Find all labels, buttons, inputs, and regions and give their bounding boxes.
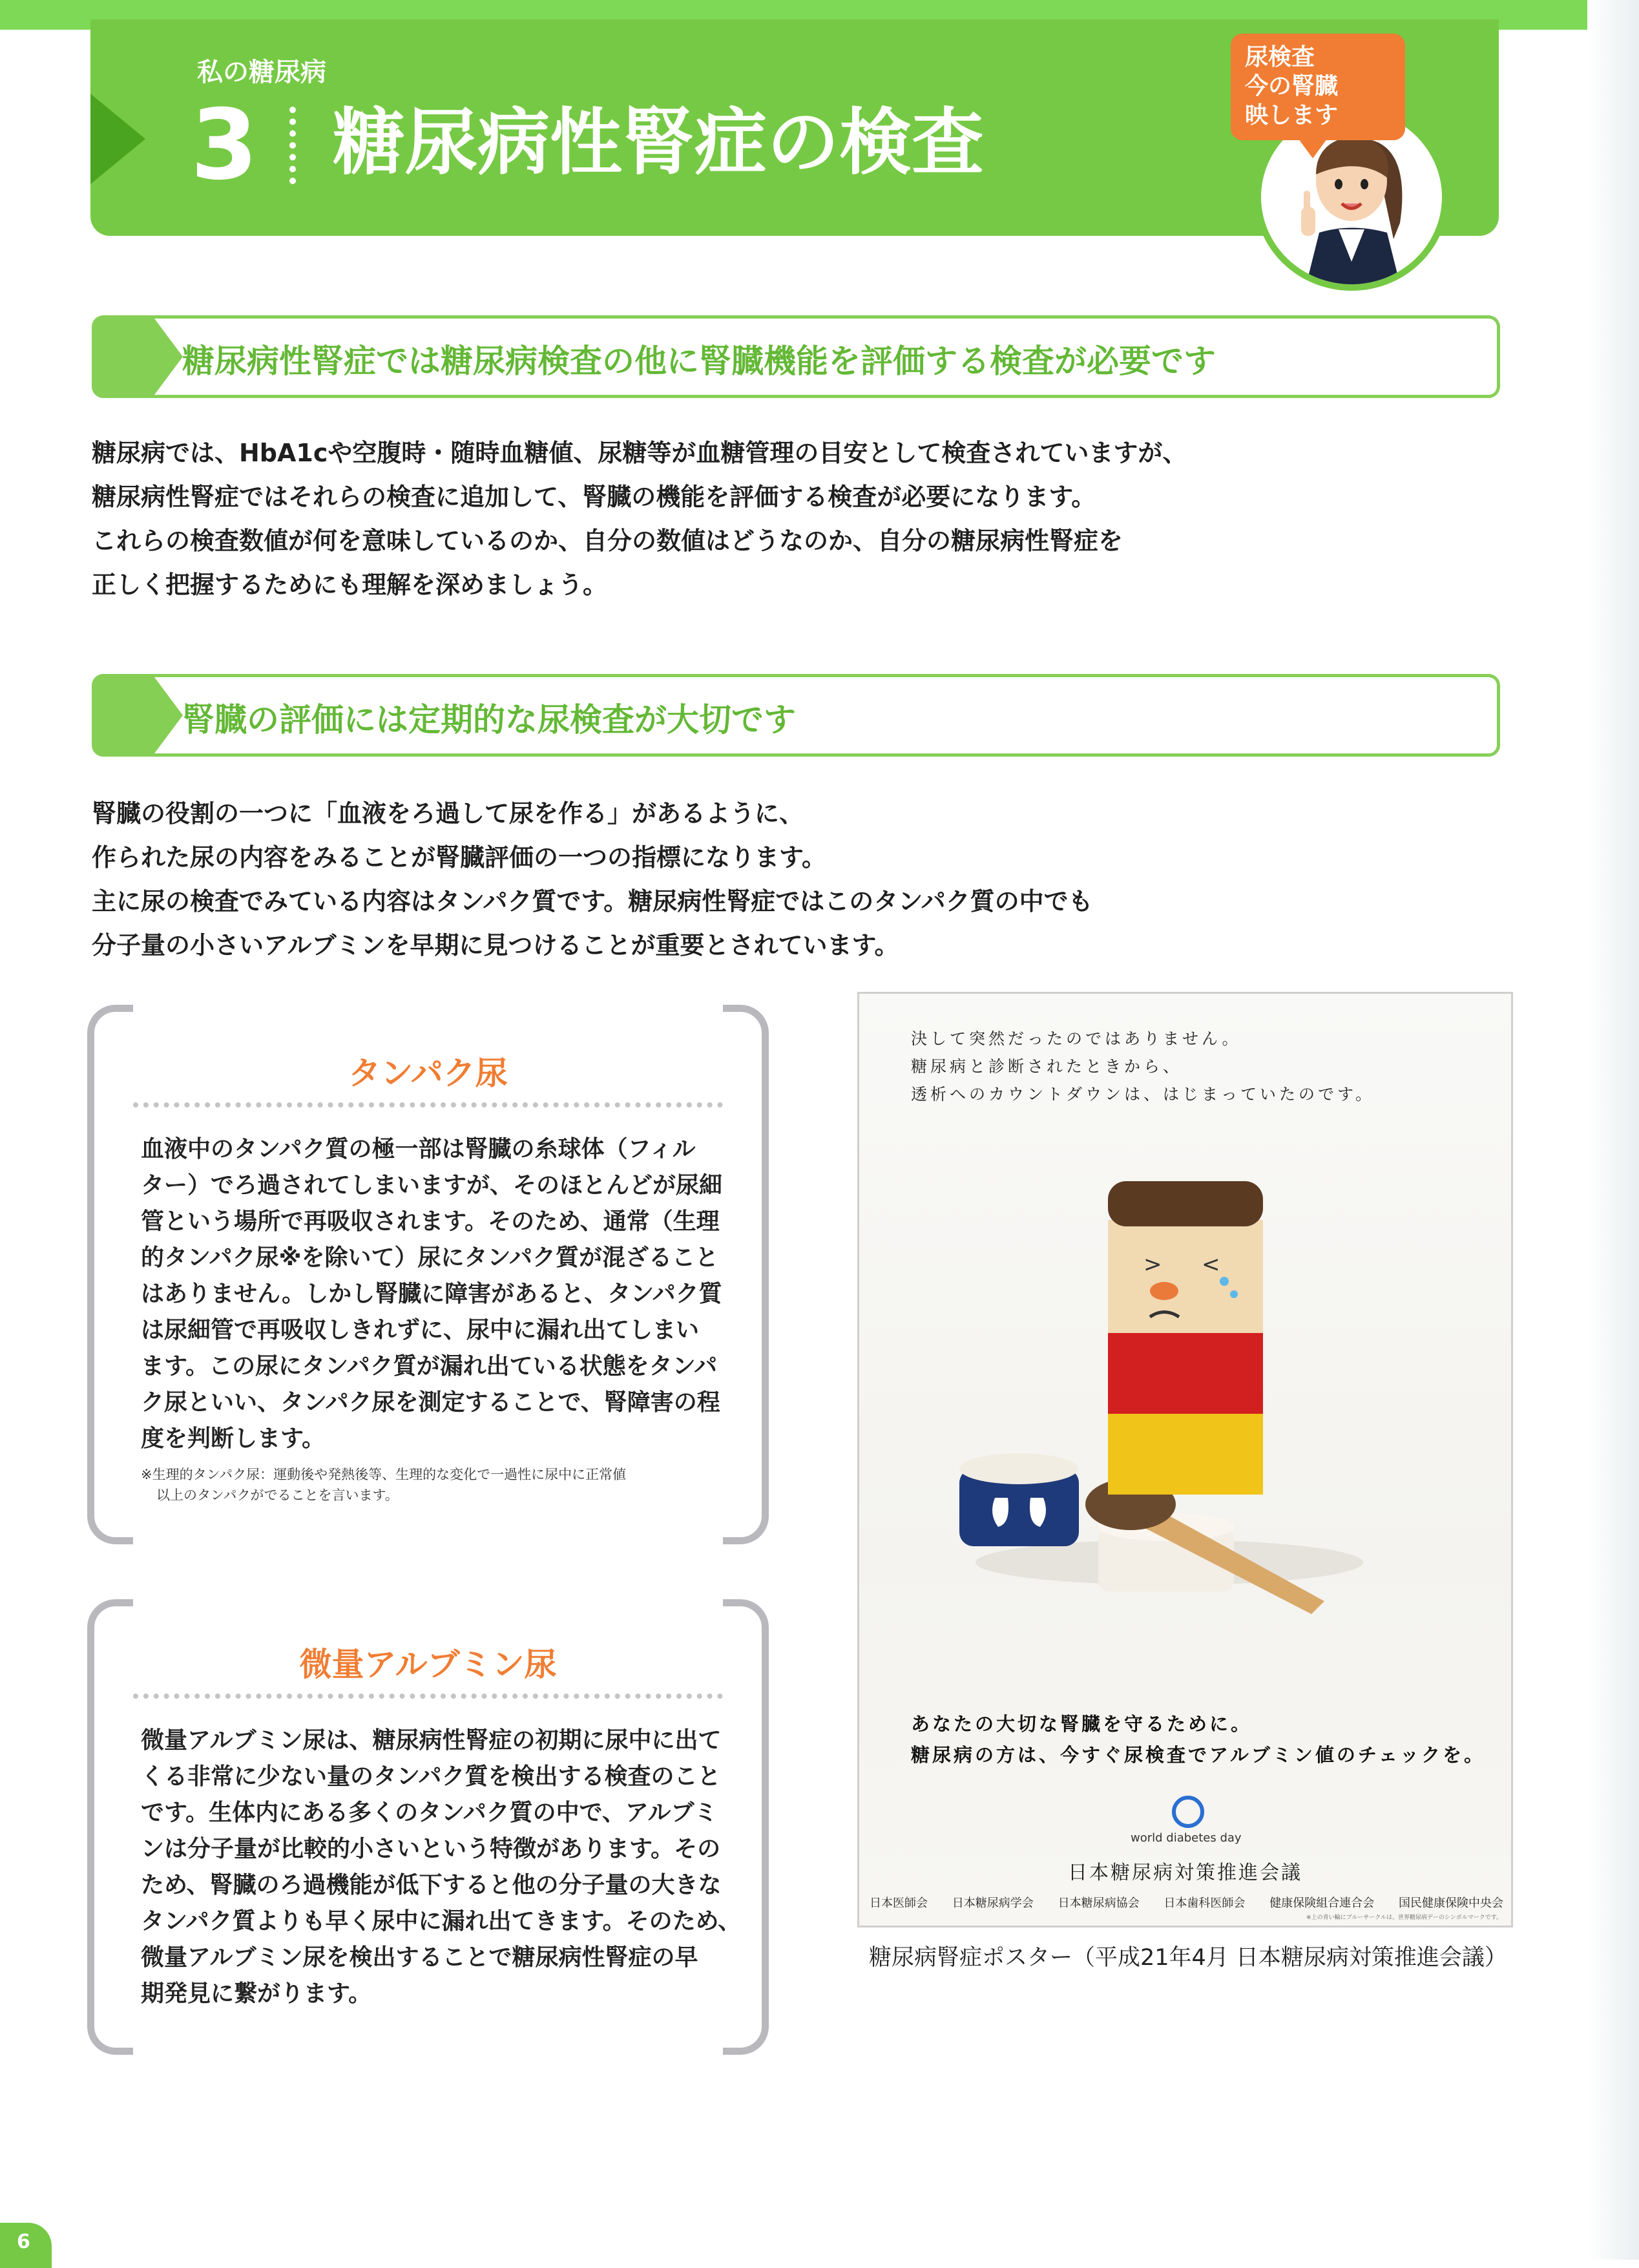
logo-text: world diabetes day xyxy=(1131,1831,1242,1845)
paragraph-line: 作られた尿の内容をみることが腎臓評価の一つの指標になります。 xyxy=(92,843,826,872)
chapter-number: 3 xyxy=(191,89,258,202)
organization: 日本医師会 xyxy=(870,1896,928,1910)
stacked-doll-illustration xyxy=(924,1168,1441,1621)
section-paragraph xyxy=(92,431,1448,607)
page-edge-shadow xyxy=(1587,0,1639,2260)
header-arrow-icon xyxy=(90,94,145,184)
body-line: タンパク質よりも早く尿中に漏れ出てきます。そのため、 xyxy=(141,1908,742,1935)
body-line: くる非常に少ない量のタンパク質を検出する検査のこと xyxy=(141,1763,721,1790)
box-title: 微量アルブミン尿 xyxy=(299,1646,557,1683)
svg-text:<: < xyxy=(1202,1252,1220,1277)
box-body xyxy=(141,1131,726,1457)
poster-tagline: 透析へのカウントダウンは、はじまっていたのです。 xyxy=(911,1085,1375,1104)
body-line: です。生体内にある多くのタンパク質の中で、アルブミ xyxy=(141,1800,718,1826)
organization: 日本歯科医師会 xyxy=(1164,1896,1246,1910)
paragraph-line: 腎臓の役割の一つに「血液をろ過して尿を作る」があるように、 xyxy=(92,799,804,828)
svg-text:>: > xyxy=(1143,1252,1162,1277)
poster-message: あなたの大切な腎臓を守るために。 xyxy=(911,1713,1253,1735)
box-body xyxy=(141,1723,742,2012)
council-name: 日本糖尿病対策推進会議 xyxy=(1068,1862,1302,1884)
paragraph-line: 糖尿病性腎症ではそれらの検査に追加して、腎臓の機能を評価する検査が必要になります。 xyxy=(92,483,1096,511)
section-heading-bar xyxy=(92,674,1500,757)
speech-bubble xyxy=(1231,34,1405,140)
paragraph-line: これらの検査数値が何を意味しているのか、自分の数値はどうなのか、自分の糖尿病性腎症を xyxy=(92,527,1123,555)
body-line: 度を判断します。 xyxy=(141,1425,326,1452)
poster-tagline: 決して突然だったのではありません。 xyxy=(911,1029,1242,1048)
organization: 国民健康保険中央会 xyxy=(1398,1896,1503,1910)
dotted-divider xyxy=(133,1102,723,1108)
section-tab xyxy=(95,319,154,395)
bubble-line: 尿検査 xyxy=(1245,44,1315,70)
organization: 日本糖尿病協会 xyxy=(1058,1896,1140,1910)
body-line: ため、腎臓のろ過機能が低下すると他の分子量の大きな xyxy=(141,1872,722,1898)
chevron-right-icon xyxy=(154,319,183,395)
body-line: はありません。しかし腎臓に障害があると、タンパク質 xyxy=(141,1281,722,1307)
body-line: 的タンパク尿※を除いて）尿にタンパク質が混ざること xyxy=(141,1244,718,1271)
poster-caption: 糖尿病腎症ポスター（平成21年4月 日本糖尿病対策推進会議） xyxy=(869,1945,1507,1971)
body-line: ます。この尿にタンパク質が漏れ出ている状態をタンパ xyxy=(141,1353,718,1380)
blue-circle-icon xyxy=(1172,1796,1204,1828)
info-box-proteinuria xyxy=(87,1005,769,1544)
body-line: 微量アルブミン尿は、糖尿病性腎症の初期に尿中に出て xyxy=(141,1727,722,1754)
paragraph-line: 主に尿の検査でみている内容はタンパク質です。糖尿病性腎症ではこのタンパク質の中でも xyxy=(92,887,1093,916)
footnote xyxy=(141,1464,736,1506)
organization-list xyxy=(870,1894,1503,1911)
body-line: ク尿といい、タンパク尿を測定することで、腎障害の程 xyxy=(141,1389,720,1416)
dotted-divider xyxy=(133,1694,723,1699)
awareness-poster xyxy=(857,992,1513,1927)
paragraph-line: 正しく把握するためにも理解を深めましょう。 xyxy=(92,571,608,599)
organization: 健康保険組合連合会 xyxy=(1269,1896,1375,1910)
section-paragraph xyxy=(92,792,1448,967)
fine-print: ※上の青い輪にブルーサークルは、世界糖尿病デーのシンボルマークです。 xyxy=(1306,1915,1502,1921)
body-line: 管という場所で再吸収されます。そのため、通常（生理 xyxy=(141,1208,720,1235)
page-title: 糖尿病性腎症の検査 xyxy=(333,101,984,185)
chevron-right-icon xyxy=(154,677,183,753)
poster-tagline: 糖尿病と診断されたときから、 xyxy=(911,1057,1183,1076)
footnote-line: ※生理的タンパク尿：運動後や発熱後等、生理的な変化で一過性に尿中に正常値 xyxy=(141,1467,627,1482)
section-heading-bar xyxy=(92,315,1500,398)
organization: 日本糖尿病学会 xyxy=(952,1896,1034,1910)
section-heading: 糖尿病性腎症では糖尿病検査の他に腎臓機能を評価する検査が必要です xyxy=(182,342,1216,380)
footnote-line: 以上のタンパクがでることを言います。 xyxy=(156,1487,399,1503)
body-line: 微量アルブミン尿を検出することで糖尿病性腎症の早 xyxy=(141,1944,698,1971)
page-number: 6 xyxy=(17,2231,30,2253)
body-line: 血液中のタンパク質の極一部は腎臓の糸球体（フィル xyxy=(141,1136,696,1162)
paragraph-line: 分子量の小さいアルブミンを早期に見つけることが重要とされています。 xyxy=(92,931,899,960)
section-tab xyxy=(95,677,154,753)
body-line: ンは分子量が比較的小さいという特徴があります。その xyxy=(141,1836,721,1862)
dotted-divider xyxy=(289,107,304,184)
box-title: タンパク尿 xyxy=(348,1055,508,1092)
info-box-microalbuminuria xyxy=(87,1599,769,2055)
page-number-tab xyxy=(0,2223,52,2268)
poster-message: 糖尿病の方は、今すぐ尿検査でアルブミン値のチェックを。 xyxy=(911,1744,1485,1766)
section-heading: 腎臓の評価には定期的な尿検査が大切です xyxy=(182,701,796,739)
body-line: 期発見に繋がります。 xyxy=(141,1980,372,2007)
speech-bubble-tail xyxy=(1299,139,1327,158)
chapter-kicker: 私の糖尿病 xyxy=(197,58,326,87)
paragraph-line: 糖尿病では、HbA1cや空腹時・随時血糖値、尿糖等が血糖管理の目安として検査されていますが、 xyxy=(92,439,1187,467)
bubble-line: 今の腎臓 xyxy=(1245,73,1339,100)
body-line: は尿細管で再吸収しきれずに、尿中に漏れ出てしまい xyxy=(141,1317,700,1343)
body-line: ター）でろ過されてしまいますが、そのほとんどが尿細 xyxy=(141,1172,723,1199)
bubble-line: 映します xyxy=(1245,102,1339,129)
